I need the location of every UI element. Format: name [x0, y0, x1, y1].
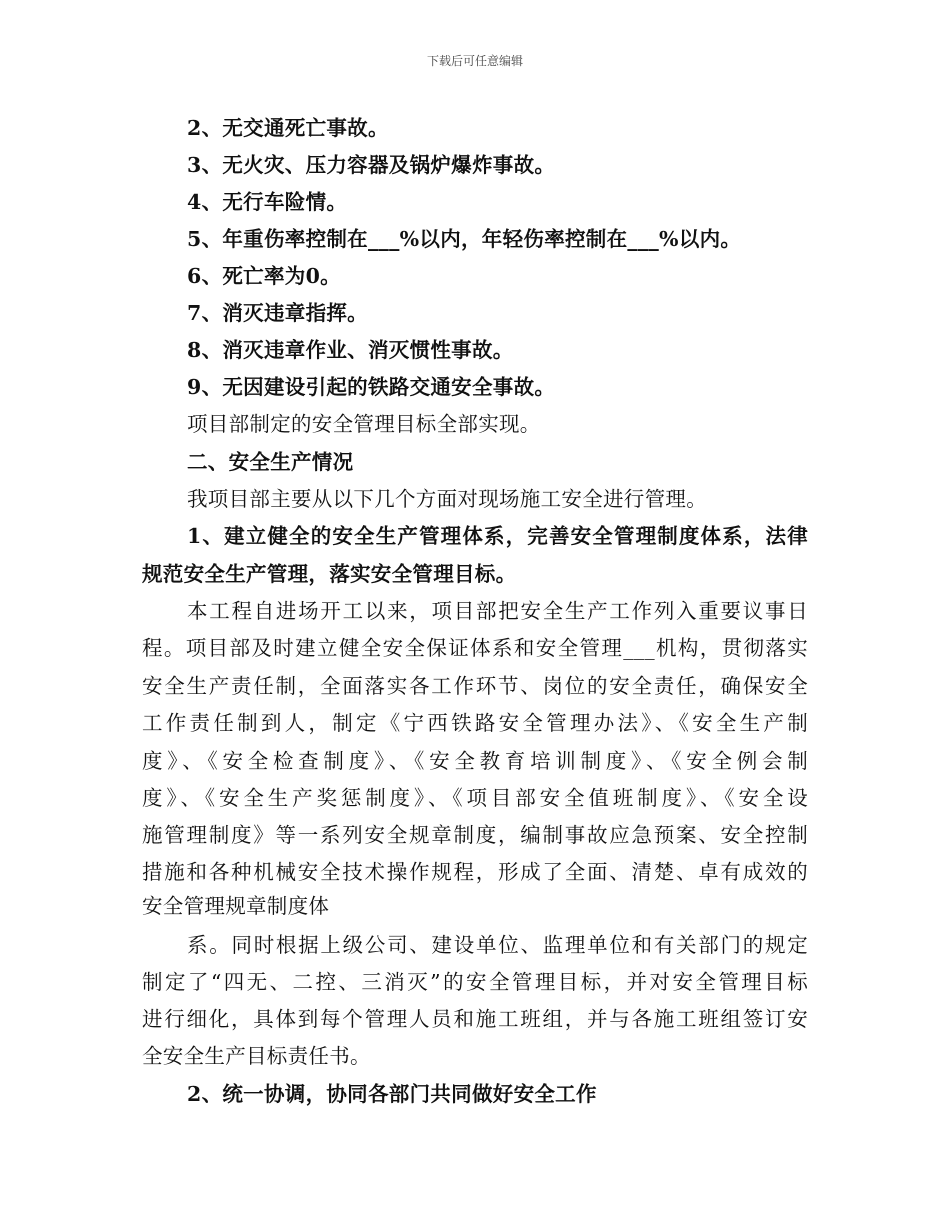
page-header: 下载后可任意编辑	[426, 54, 523, 68]
item-heading: 规范安全生产管理，落实安全管理目标。	[142, 562, 517, 586]
goal-item: 4、无行车险情。	[187, 190, 348, 214]
paragraph-line: 工作责任制到人，制定《宁西铁路安全管理办法》、《安全生产制	[142, 711, 808, 735]
paragraph-line: 进行细化，具体到每个管理人员和施工班组，并与各施工班组签订安	[142, 1007, 808, 1031]
item-heading: 2、统一协调，协同各部门共同做好安全工作	[187, 1082, 597, 1106]
paragraph-line: 度》、《安全检查制度》、《安全教育培训制度》、《安全例会制	[142, 749, 808, 773]
goal-item: 8、消灭违章作业、消灭惯性事故。	[187, 338, 514, 362]
goal-item: 9、无因建设引起的铁路交通安全事故。	[187, 375, 556, 399]
goal-item: 5、年重伤率控制在___%以内，年轻伤率控制在___%以内。	[187, 227, 742, 251]
goal-item: 6、死亡率为0。	[187, 264, 341, 288]
goal-item: 7、消灭违章指挥。	[187, 301, 368, 325]
paragraph-line: 度》、《安全生产奖惩制度》、《项目部安全值班制度》、《安全设	[142, 786, 808, 810]
goal-item: 3、无火灾、压力容器及锅炉爆炸事故。	[187, 153, 556, 177]
paragraph-line: 安全生产责任制，全面落实各工作环节、岗位的安全责任，确保安全	[142, 674, 808, 698]
section-title: 二、安全生产情况	[187, 450, 354, 474]
paragraph-line: 系。同时根据上级公司、建设单位、监理单位和有关部门的规定	[187, 933, 808, 957]
paragraph-line: 施管理制度》等一系列安全规章制度，编制事故应急预案、安全控制	[142, 823, 808, 847]
paragraph-line: 全安全生产目标责任书。	[142, 1044, 371, 1068]
paragraph-line: 程。项目部及时建立健全安全保证体系和安全管理___机构，贯彻落实	[142, 636, 808, 660]
paragraph-line: 本工程自进场开工以来，项目部把安全生产工作列入重要议事日	[187, 599, 808, 623]
goal-item: 2、无交通死亡事故。	[187, 116, 389, 140]
paragraph-line: 措施和各种机械安全技术操作规程，形成了全面、清楚、卓有成效的	[142, 860, 808, 884]
paragraph-line: 安全管理规章制度体	[142, 894, 330, 918]
item-heading: 1、建立健全的安全生产管理体系，完善安全管理制度体系，法律	[187, 524, 808, 548]
summary-text: 项目部制定的安全管理目标全部实现。	[187, 412, 541, 436]
section-intro: 我项目部主要从以下几个方面对现场施工安全进行管理。	[187, 487, 707, 511]
paragraph-line: 制定了“四无、二控、三消灭”的安全管理目标，并对安全管理目标	[142, 970, 808, 994]
